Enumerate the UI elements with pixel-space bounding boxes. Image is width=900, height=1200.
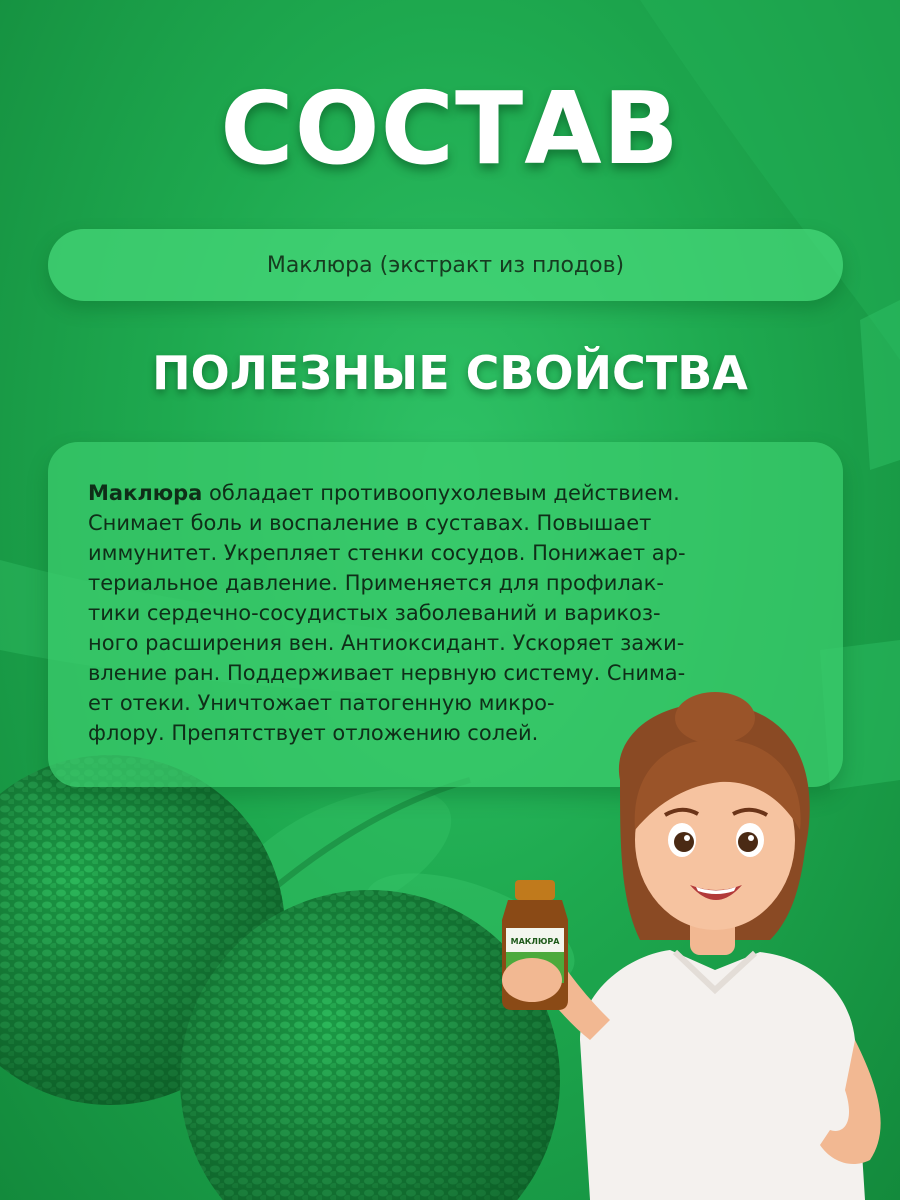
properties-line: ного расширения вен. Антиоксидант. Ускоряет зажи-	[88, 631, 685, 655]
page-title: СОСТАВ	[220, 70, 680, 187]
properties-line: териальное давление. Применяется для профилак-	[88, 571, 664, 595]
properties-line: вление ран. Поддерживает нервную систему. Снима-	[88, 661, 686, 685]
composition-text: Маклюра (экстракт из плодов)	[266, 252, 625, 278]
properties-line: тики сердечно-сосудистых заболеваний и варикоз-	[88, 601, 661, 625]
properties-lead: Маклюра	[88, 481, 203, 505]
properties-heading: ПОЛЕЗНЫЕ СВОЙСТВА	[152, 346, 748, 400]
properties-line: ет отеки. Уничтожает патогенную микро-	[88, 691, 555, 715]
properties-line: обладает противоопухолевым действием.	[202, 481, 680, 505]
properties-line: флору. Препятствует отложению солей.	[88, 721, 539, 745]
composition-pill	[48, 229, 843, 301]
properties-line: Снимает боль и воспаление в суставах. Повышает	[88, 511, 652, 535]
bottle-label: МАКЛЮРА	[510, 937, 560, 946]
woman-illustration	[470, 690, 900, 1200]
properties-line: иммунитет. Укрепляет стенки сосудов. Понижает ар-	[88, 541, 686, 565]
